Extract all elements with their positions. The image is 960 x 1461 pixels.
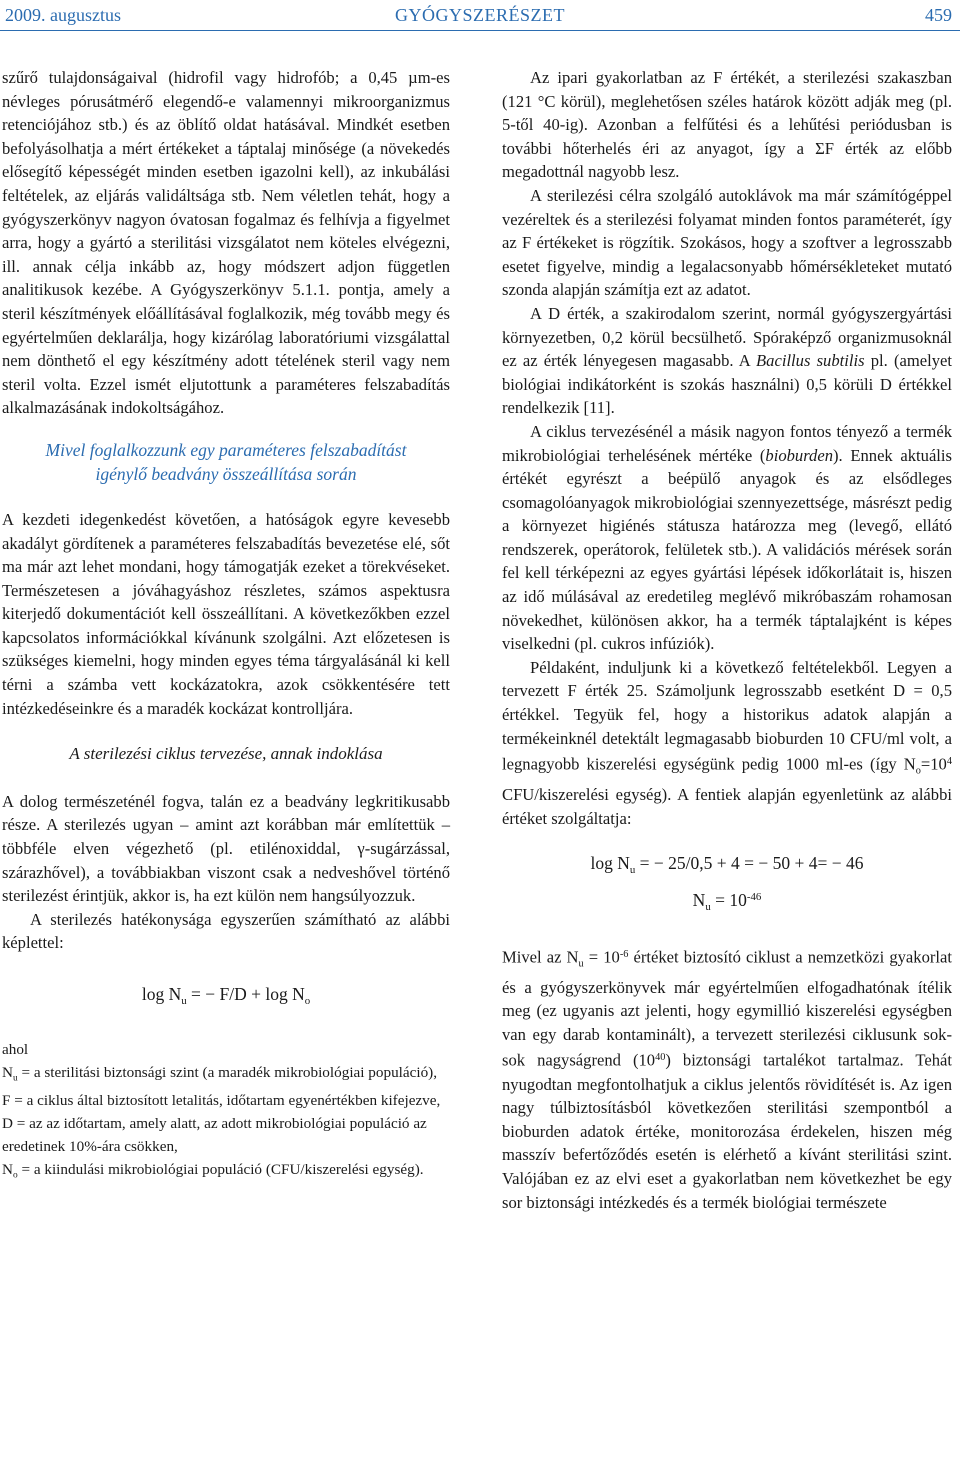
section-heading-parametric-release <box>2 438 450 486</box>
right-paragraph-4: A ciklus tervezésénél a másik nagyon fontos tényező a termék mikrobiológiai terhelésének mértéke (bioburden). Ennek aktuális értékét egyrészt a beépülő anyagok és az elsődleges csomagolóanyagok mikrobiológiai szennyezettsége, másrészt pedig a környezet higiénés státusza határozza meg (levegő, ellátó rendszerek, operátorok, felületek stb.). A validációs mérések során fel kell térképezni az egyes gyártási lépések időkorlátait is, hiszen az idő múlásával az eredetileg meglévő mikróbaszám rohamosan növekedhet, különösen akkor, ha a termék táptalajként is képes viselkedni (pl. cukros infúziók). <box>502 421 952 654</box>
right-paragraph-2: A sterilezési célra szolgáló autoklávok ma már számítógéppel vezéreltek és a sterilezési folyamat minden fontos paraméterét, így az F értékeket is rögzítik. Szokásos, hogy a szoftver a legrosszabb esetet figyelve, mindig a legalacsonyabb hőmérsékleteket mutató szonda alapján számítja ezt az adatot. <box>502 185 952 300</box>
section-heading-line-1: Mivel foglalkozzunk egy paraméteres felszabadítást <box>45 439 407 460</box>
formula-definitions <box>2 1039 450 1186</box>
sterilization-formula: $\log N_u$ = − $F/D + \log N_o$ <box>141 984 311 1007</box>
left-paragraph-4: A sterilezés hatékonysága egyszerűen számítható az alábbi képlettel: <box>2 909 450 953</box>
equation-log-nu: $\log N_u$ = − 25/0,5 + 4 = − 50 + 4= − 46 <box>590 853 864 877</box>
section-heading-cycle-design: A sterilezési ciklus tervezése, annak indoklása <box>69 744 383 764</box>
header-rule <box>0 30 960 31</box>
definition-d: D = az az időtartam, amely alatt, az adott mikrobiológiai populáció az eredetinek 10%-ára csökken, <box>2 1115 427 1155</box>
definitions-intro: ahol <box>2 1041 29 1059</box>
worked-example-equations <box>502 850 952 921</box>
definition-nu: $N_u = a$ sterilitási biztonsági szint (a maradék mikrobiológiai populáció), <box>2 1064 438 1084</box>
definition-no: $N_o = a$ kiindulási mikrobiológiai populáció (CFU/kiszerelési egység). <box>2 1160 424 1180</box>
right-column <box>502 66 952 1214</box>
definition-f: F = a ciklus által biztosított letalitás, időtartam egyenértékben kifejezve, <box>2 1092 441 1110</box>
header-date: 2009. augusztus <box>5 5 121 25</box>
header-journal-title: GYÓGYSZERÉSZET <box>395 5 565 25</box>
left-paragraph-2: A kezdeti idegenkedést követően, a hatóságok egyre kevesebb akadályt gördítenek a paraméteres felszabadítás bevezetése elé, sőt ma már azt lehet mondani, hogy támogatják ezeket a törekvéseket. Természetesen a jóváhagyáshoz részletes, számos aspektusra kiterjedő dokumentációt kell összeállítani. A következőkben ezzel kapcsolatos információkkal kívánunk szolgálni. Azt előzetesen is szükséges kiemelni, hogy minden egyes téma tárgyalásánál ki kell térni a számba vett kockázatokra, azok csökkentésére tett intézkedéseinkre és a maradék kockázat kontrolljára. <box>2 509 450 718</box>
equation-nu: $N_u = 10^{-46}$ <box>692 890 762 913</box>
left-paragraph-3: A dolog természeténél fogva, talán ez a beadvány legkritikusabb része. A sterilezés ugyan – amint azt korábban már említettük – többféle elven végezhető (pl. etilénoxiddal, γ-sugárzással, szárazhővel), a továbbiakban viszont csak a nedveshővel történő sterilezést érintjük, akkor is, ha ezt külön nem hangsúlyozzuk. <box>2 791 450 906</box>
right-paragraph-6: Mivel az $N_u = 10^{-6}$ értéket biztosító ciklust a nemzetközi gyakorlat és a gyógyszerkönyvek már egyértelműen elfogadhatónak ítélik meg (ez ugyanis azt jelenti, hogy egymillió kiszerelési egységben van egy darab kontaminált), a tervezett sterilezési ciklusunk sok-sok nagyságrend $(10^{40})$ biztonsági tartalékot tartalmaz. Tehát nyugodtan megfontolhatjuk a ciklus jelentős rövidítését is. Az igen nagy túlbiztosításból következően sterilitási szempontból a bioburden adatok értéke, monitorozása érdekelen, hiszen még masszív befertőződés esetén is elérhető a kívánt sterilitási szint. Valójában ez az elvi eset a gyakorlatban nem következhet be egy sor biztonsági intézkedés és a termék biológiai természete <box>502 947 953 1212</box>
right-paragraph-1: Az ipari gyakorlatban az F értékét, a sterilezési szakaszban (121 °C körül), meglehetősen széles határok között adják meg (pl. 5-től 40-ig). Azonban a felfűtési és a lehűtési periódusban is további hőterhelés éri az anyagot, így a ΣF érték az előbb megadottnál nagyobb lesz. <box>502 68 952 182</box>
left-paragraph-1: szűrő tulajdonságaival (hidrofil vagy hidrofób; a 0,45 µm-es névleges pórusátmérő elegendő-e valamennyi mikroorganizmus retenciójához stb.) és az öblítő oldat hatásával. Mindkét esetben befolyásolhatja a mért értékeket a táptalaj minősége (a növekedés elősegítő képességét minden esetben igazolni kell), az inkubálási feltételek, az eljárás validáltsága stb. Nem véletlen tehát, hogy a gyógyszerkönyv nagyon óvatosan fogalmaz és felhívja a figyelmet arra, hogy a gyártó a sterilitási vizsgálatot nem köteles elvégezni, ill. annak célja inkább az, hogy módszert adjon független analitikusok kezébe. A Gyógyszerkönyv 5.1.1. pontja, amely a steril készítmények előállításával foglalkozik, még tovább megy és egyértelműen deklarálja, hogy kizárólag laboratóriumi vizsgálattal nem dönthető el egy készítmény adott tételének steril vagy nem steril volta. Ezzel ismét eljutottunk a paraméteres felszabadítás alkalmazásának indokoltságához. <box>2 68 450 418</box>
header-page-number: 459 <box>925 5 952 25</box>
right-paragraph-3: A D érték, a szakirodalom szerint, normál gyógyszergyártási környezetben, 0,2 körül becsülhető. Spóraképző organizmusoknál ez az érték lényegesen magasabb. A Bacillus subtilis pl. (amelyet biológiai indikátorként is szokás használni) 0,5 körüli D értékkel rendelkezik [11]. <box>502 303 952 418</box>
right-paragraph-5: Példaként, induljunk ki a következő feltételekből. Legyen a tervezett F érték 25. Számoljunk legrosszabb esetként D = 0,5 értékkel. Tegyük fel, hogy a historikus adatok alapján a termékeinknél detektált legmagasabb bioburden 10 CFU/ml volt, a legnagyobb kiszerelési egységünk pedig 1000 ml-es (így $N_o=10^4$ CFU/kiszerelési egység). A fentiek alapján egyenletünk az alábbi értéket szolgáltatja: <box>502 657 952 828</box>
section-heading-line-2: igénylő beadvány összeállítása során <box>95 463 357 484</box>
running-header <box>0 0 960 34</box>
left-column <box>2 66 450 1187</box>
